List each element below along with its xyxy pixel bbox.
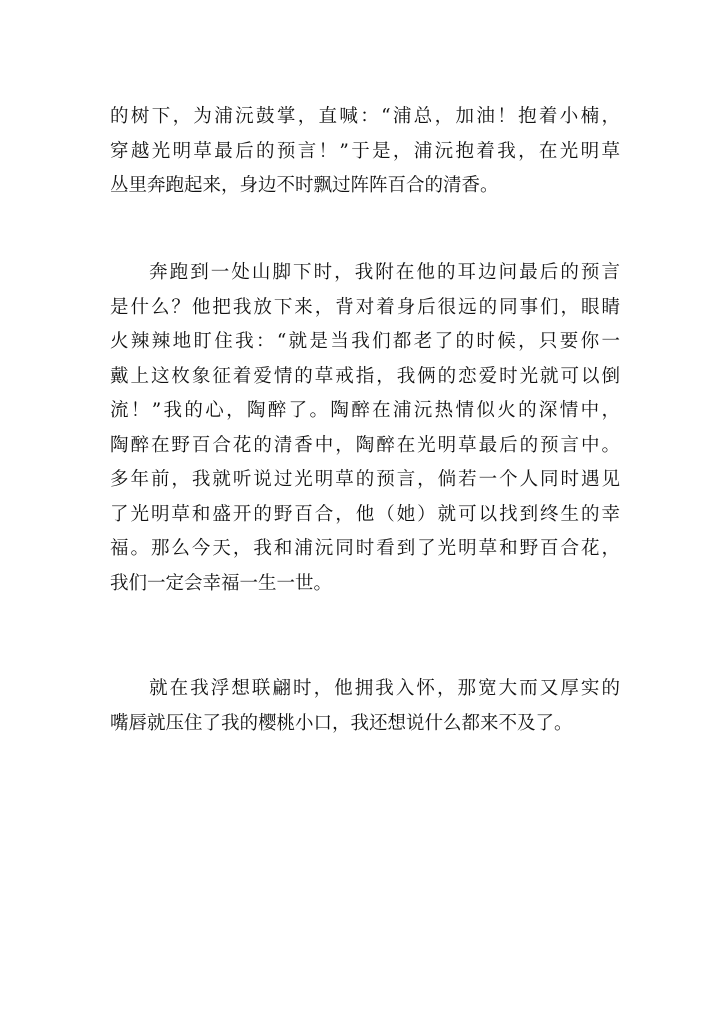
paragraph-line: 我们一定会幸福一生一世。 — [110, 572, 333, 594]
paragraph-line: 福。那么今天，我和浦沅同时看到了光明草和野百合花， — [110, 538, 620, 559]
paragraph-line-text: 奔跑到一处山脚下时，我附在他的耳边问最后的预言 — [147, 262, 620, 283]
paragraph-line: 了光明草和盛开的野百合，他（她）就可以找到终生的幸 — [110, 503, 620, 525]
paragraph-1 — [110, 100, 620, 204]
paragraph-line: 多年前，我就听说过光明草的预言，倘若一个人同时遇见 — [110, 469, 620, 490]
paragraph-2 — [110, 256, 620, 601]
paragraph-line-text: 就在我浮想联翩时，他拥我入怀，那宽大而又厚实的 — [147, 678, 620, 699]
paragraph-line: 丛里奔跑起来，身边不时飘过阵阵百合的清香。 — [110, 175, 499, 196]
paragraph-line: 是什么？他把我放下来，背对着身后很远的同事们，眼睛 — [110, 296, 620, 318]
paragraph-line: 嘴唇就压住了我的樱桃小口，我还想说什么都来不及了。 — [110, 712, 573, 734]
paragraph-3 — [110, 672, 620, 741]
paragraph-line: 流！”我的心，陶醉了。陶醉在浦沅热情似火的深情中， — [110, 400, 620, 421]
paragraph-line-first — [110, 672, 620, 707]
paragraph-line: 戴上这枚象征着爱情的草戒指，我俩的恋爱时光就可以倒 — [110, 365, 620, 387]
paragraph-line: 火辣辣地盯住我：“就是当我们都老了的时候，只要你一 — [110, 331, 620, 352]
paragraph-line: 陶醉在野百合花的清香中，陶醉在光明草最后的预言中。 — [110, 434, 620, 456]
paragraph-line-first — [110, 256, 620, 291]
paragraph-line: 的树下，为浦沅鼓掌，直喊：“浦总，加油！抱着小楠， — [110, 106, 620, 127]
paragraph-line: 穿越光明草最后的预言！”于是，浦沅抱着我，在光明草 — [110, 140, 620, 162]
